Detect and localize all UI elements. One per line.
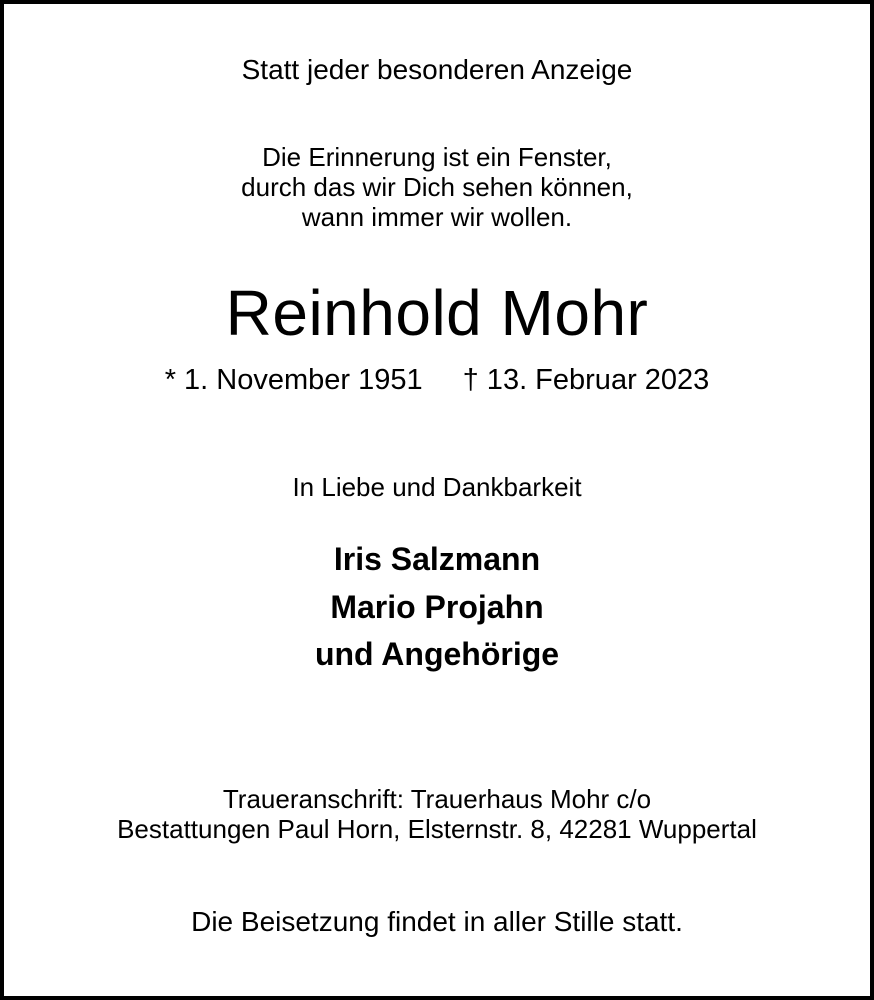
deceased-name: Reinhold Mohr	[225, 277, 649, 349]
mourning-address: Traueranschrift: Trauerhaus Mohr c/o	[222, 784, 652, 814]
life-dates	[4, 364, 870, 397]
birth-date: * 1. November 1951	[164, 364, 423, 396]
mourner-name: Mario Projahn	[330, 589, 544, 625]
poem-line: Die Erinnerung ist ein Fenster,	[262, 142, 612, 172]
death-date: † 13. Februar 2023	[462, 364, 710, 396]
mourning-address: Bestattungen Paul Horn, Elsternstr. 8, 42281 Wuppertal	[117, 814, 757, 844]
poem-line: wann immer wir wollen.	[301, 202, 573, 232]
header-text: Statt jeder besonderen Anzeige	[241, 54, 633, 85]
mourner-name: und Angehörige	[314, 636, 560, 672]
closing-note: Die Beisetzung findet in aller Stille statt.	[191, 906, 683, 937]
poem-line: durch das wir Dich sehen können,	[241, 172, 633, 202]
dedication: In Liebe und Dankbarkeit	[292, 472, 582, 502]
mourner-name: Iris Salzmann	[333, 541, 541, 577]
